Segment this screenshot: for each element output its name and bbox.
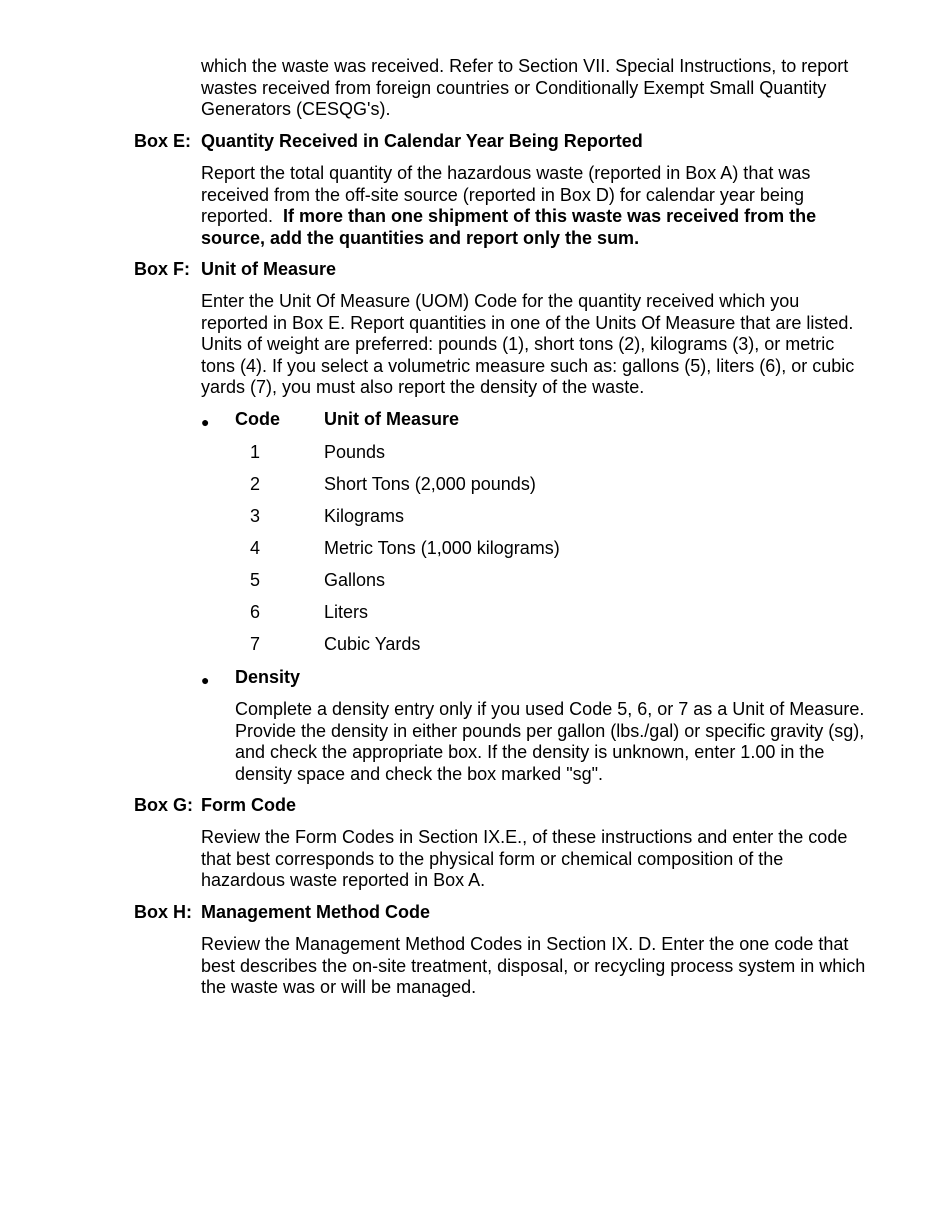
uom-unit-5: Gallons	[324, 570, 386, 590]
uom-unit-3: Kilograms	[324, 506, 405, 526]
uom-code-1: 1	[250, 442, 261, 462]
uom-unit-2: Short Tons (2,000 pounds)	[324, 474, 536, 494]
box-h-line-1: Review the Management Method Codes in Section IX. D. Enter the one code that	[201, 934, 849, 954]
box-f-line-1: Enter the Unit Of Measure (UOM) Code for the quantity received which you	[201, 291, 800, 311]
bullet-icon: ●	[201, 414, 210, 430]
uom-code-4: 4	[250, 538, 261, 558]
box-h-line-2: best describes the on-site treatment, disposal, or recycling process system in which	[201, 955, 866, 976]
box-g-line-3: hazardous waste reported in Box A.	[201, 870, 486, 890]
uom-code-5: 5	[250, 570, 261, 590]
box-e-title: Quantity Received in Calendar Year Being Reported	[201, 131, 643, 151]
uom-header-code: Code	[235, 409, 280, 429]
box-e-paragraph	[201, 163, 901, 249]
box-f-heading	[134, 259, 894, 281]
uom-code-6: 6	[250, 602, 261, 622]
box-e-line-1: Report the total quantity of the hazardous waste (reported in Box A) that was	[201, 163, 811, 183]
box-h-paragraph	[201, 934, 901, 999]
box-f-label: Box F:	[134, 259, 190, 279]
uom-code-3: 3	[250, 506, 261, 526]
box-e-line-4-bold: source, add the quantities and report only the sum.	[201, 227, 640, 248]
intro-line-2: wastes received from foreign countries or Conditionally Exempt Small Quantity	[201, 77, 827, 98]
box-e-line-2: received from the off-site source (reported in Box D) for calendar year being	[201, 184, 804, 205]
box-h-line-3: the waste was or will be managed.	[201, 977, 477, 997]
box-e-label: Box E:	[134, 131, 192, 151]
density-line-2: Provide the density in either pounds per gallon (lbs./gal) or specific gravity (sg),	[235, 720, 865, 741]
density-paragraph	[235, 699, 915, 785]
bullet-icon: ●	[201, 672, 210, 688]
box-f-line-2: reported in Box E. Report quantities in one of the Units Of Measure that are listed.	[201, 312, 854, 333]
density-line-4: density space and check the box marked "sg".	[235, 763, 603, 784]
intro-line-1: which the waste was received. Refer to Section VII. Special Instructions, to report	[201, 56, 849, 76]
box-g-paragraph	[201, 827, 901, 892]
box-f-line-4: tons (4). If you select a volumetric measure such as: gallons (5), liters (6), or cubic	[201, 355, 855, 376]
box-g-label: Box G:	[134, 795, 194, 815]
density-line-1: Complete a density entry only if you used Code 5, 6, or 7 as a Unit of Measure.	[235, 699, 865, 719]
uom-unit-6: Liters	[324, 602, 369, 622]
uom-code-7: 7	[250, 634, 261, 654]
box-f-line-5: yards (7), you must also report the density of the waste.	[201, 377, 645, 397]
density-line-3: and check the appropriate box. If the density is unknown, enter 1.00 in the	[235, 742, 825, 762]
box-e-heading	[134, 131, 894, 153]
intro-line-3: Generators (CESQG's).	[201, 99, 391, 119]
box-g-line-2: that best corresponds to the physical form or chemical composition of the	[201, 848, 784, 869]
uom-unit-4: Metric Tons (1,000 kilograms)	[324, 538, 560, 558]
box-e-line-3-bold: If more than one shipment of this waste was received from the	[283, 206, 817, 226]
box-g-heading	[134, 795, 894, 817]
box-g-title: Form Code	[201, 795, 297, 815]
box-f-title: Unit of Measure	[201, 259, 337, 279]
box-h-label: Box H:	[134, 902, 192, 922]
uom-unit-7: Cubic Yards	[324, 634, 421, 654]
box-g-line-1: Review the Form Codes in Section IX.E., of these instructions and enter the code	[201, 827, 848, 847]
box-f-line-3: Units of weight are preferred: pounds (1), short tons (2), kilograms (3), or metric	[201, 334, 835, 354]
box-h-heading	[134, 902, 894, 924]
density-title: Density	[235, 667, 301, 687]
box-e-line-3-normal: reported.	[201, 206, 284, 226]
intro-paragraph	[201, 56, 901, 121]
uom-header-unit: Unit of Measure	[324, 409, 460, 429]
box-f-paragraph	[201, 291, 901, 399]
uom-unit-1: Pounds	[324, 442, 386, 462]
uom-code-2: 2	[250, 474, 261, 494]
box-h-title: Management Method Code	[201, 902, 431, 922]
